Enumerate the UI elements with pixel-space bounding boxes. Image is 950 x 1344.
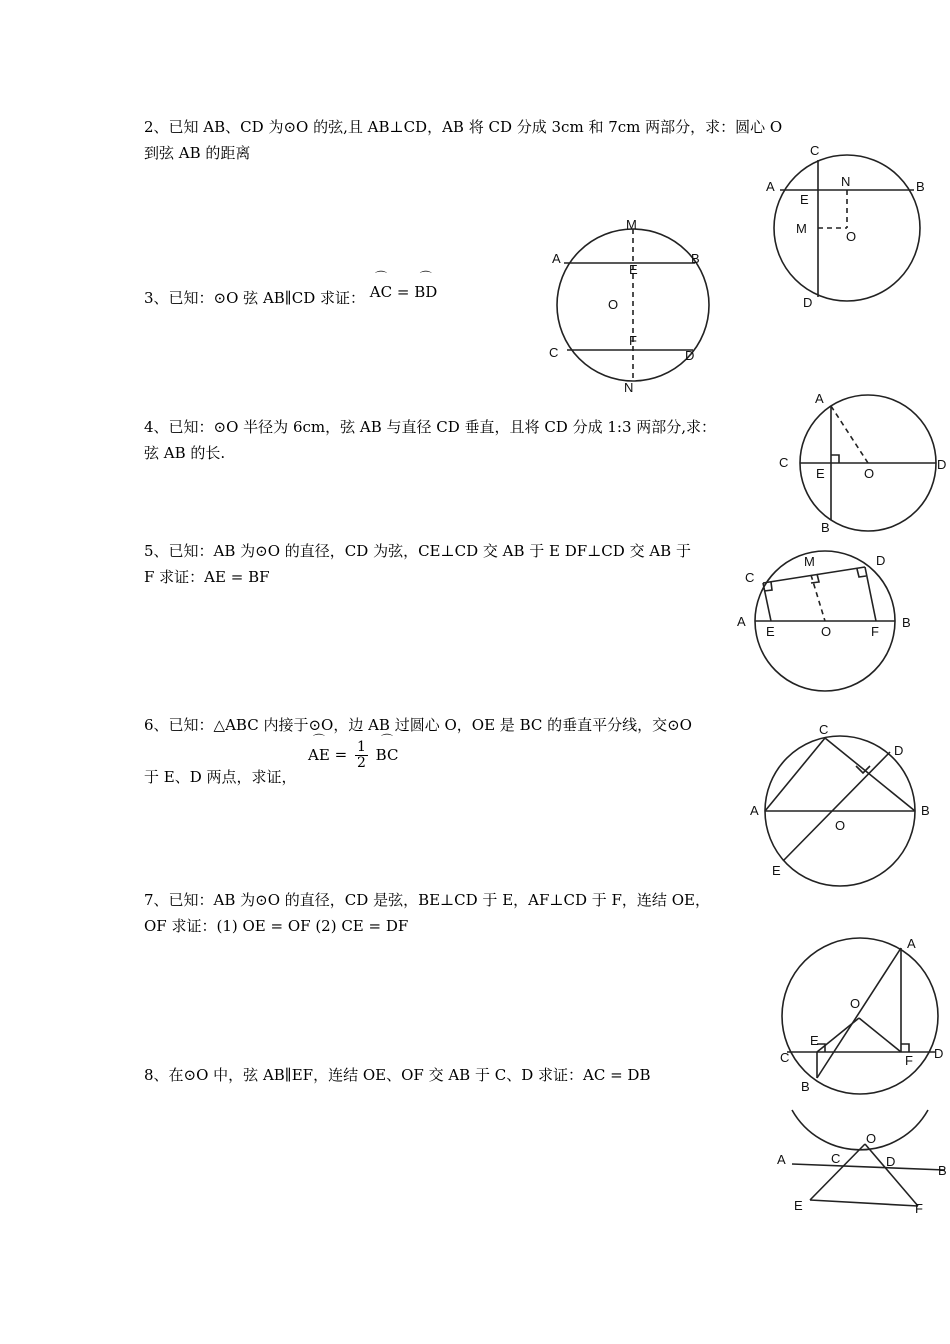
label-e: E <box>800 192 809 207</box>
label-b: B <box>902 615 911 630</box>
right-angle-d <box>857 569 866 577</box>
fraction-half <box>355 740 368 771</box>
label-d: D <box>803 295 813 310</box>
label-o: O <box>850 996 861 1011</box>
figure-problem-5 <box>735 545 915 695</box>
figure-problem-7 <box>775 930 950 1100</box>
problem-6-formula <box>308 740 398 771</box>
fraction-denominator: 2 <box>356 755 366 771</box>
label-m: M <box>626 217 637 232</box>
equals-sign: = <box>396 283 410 301</box>
problem-6-line-2: 于 E、D 两点，求证， <box>144 768 297 786</box>
label-e: E <box>766 624 775 639</box>
arc-ae: ⌒ AE <box>308 745 330 765</box>
label-f: F <box>871 624 879 639</box>
label-b: B <box>691 251 700 266</box>
label-e: E <box>629 262 638 277</box>
problem-7-line-1: 7、已知：AB 为⊙O 的直径，CD 是弦，BE⊥CD 于 E，AF⊥CD 于 F，连结 OE， <box>144 891 710 909</box>
problem-5-line-2: F 求证：AE = BF <box>144 568 270 586</box>
problem-3-line <box>144 285 437 311</box>
label-d: D <box>876 553 886 568</box>
problem-2-line-1: 2、已知 AB、CD 为⊙O 的弦,且 AB⊥CD，AB 将 CD 分成 3cm 和 7cm 两部分，求：圆心 O <box>144 118 783 136</box>
label-d: D <box>934 1046 944 1061</box>
label-e: E <box>816 466 825 481</box>
label-b: B <box>821 520 830 535</box>
label-e: E <box>794 1198 803 1213</box>
diameter-ab <box>817 948 901 1078</box>
problem-4-line-2: 弦 AB 的长. <box>144 444 226 462</box>
problem-6-line-1: 6、已知：△ABC 内接于⊙O，边 AB 过圆心 O，OE 是 BC 的垂直平分线，交⊙O <box>144 716 692 734</box>
figure-problem-8 <box>770 1100 950 1225</box>
arc-bc: ⌒ BC <box>376 745 399 765</box>
label-o: O <box>835 818 846 833</box>
label-d: D <box>937 457 947 472</box>
label-n: N <box>624 380 634 395</box>
label-c: C <box>745 570 755 585</box>
problem-3-prefix: 3、已知：⊙O 弦 AB∥CD 求证： <box>144 289 366 307</box>
label-a: A <box>552 251 561 266</box>
right-angle-f <box>901 1044 909 1052</box>
equals-sign: = <box>334 745 348 764</box>
problem-4-line-1: 4、已知：⊙O 半径为 6cm，弦 AB 与直径 CD 垂直，且将 CD 分成 1:3 两部分,求： <box>144 418 717 436</box>
label-c: C <box>831 1151 841 1166</box>
arc-ac: ⌒ AC <box>370 279 392 305</box>
label-a: A <box>750 803 759 818</box>
label-c: C <box>810 143 820 158</box>
label-a: A <box>777 1152 786 1167</box>
label-b: B <box>921 803 930 818</box>
problem-7-line-2: OF 求证：(1) OE = OF (2) CE = DF <box>144 917 409 935</box>
label-a: A <box>907 936 916 951</box>
label-a: A <box>815 391 824 406</box>
label-d: D <box>894 743 904 758</box>
label-c: C <box>779 455 789 470</box>
label-e: E <box>772 863 781 878</box>
label-o: O <box>846 229 857 244</box>
label-o: O <box>608 297 619 312</box>
label-m: M <box>804 554 815 569</box>
chord-ab <box>792 1164 945 1170</box>
label-c: C <box>549 345 559 360</box>
label-f: F <box>915 1201 923 1216</box>
label-b: B <box>801 1079 810 1094</box>
label-n: N <box>841 174 851 189</box>
label-f: F <box>629 333 637 348</box>
figure-problem-4 <box>775 390 950 540</box>
circle <box>782 938 938 1094</box>
label-e: E <box>810 1033 819 1048</box>
label-d: D <box>886 1154 896 1169</box>
label-o: O <box>821 624 832 639</box>
chord-ef <box>810 1200 918 1206</box>
circle-arc <box>792 1110 928 1150</box>
figure-problem-2 <box>760 140 950 315</box>
label-a: A <box>737 614 746 629</box>
label-f: F <box>905 1053 913 1068</box>
label-c: C <box>780 1050 790 1065</box>
right-angle-mark <box>831 455 839 463</box>
arc-bd: ⌒ BD <box>414 279 437 305</box>
label-o: O <box>864 466 875 481</box>
segment-of <box>859 1018 901 1052</box>
label-b: B <box>916 179 925 194</box>
label-d: D <box>685 348 695 363</box>
label-a: A <box>766 179 775 194</box>
label-m: M <box>796 221 807 236</box>
figure-problem-3 <box>540 212 720 397</box>
label-b: B <box>938 1163 947 1178</box>
label-o: O <box>866 1131 877 1146</box>
problem-8-line-1: 8、在⊙O 中，弦 AB∥EF，连结 OE、OF 交 AB 于 C、D 求证：AC = DB <box>144 1066 651 1084</box>
fraction-numerator: 1 <box>356 739 366 755</box>
label-c: C <box>819 722 829 737</box>
segment-ce <box>763 583 771 621</box>
problem-5-line-1: 5、已知：AB 为⊙O 的直径，CD 为弦，CE⊥CD 交 AB 于 E DF⊥CD 交 AB 于 <box>144 542 691 560</box>
segment-df <box>865 567 876 621</box>
figure-problem-6 <box>745 718 940 888</box>
problem-2-line-2: 到弦 AB 的距离 <box>144 144 251 162</box>
